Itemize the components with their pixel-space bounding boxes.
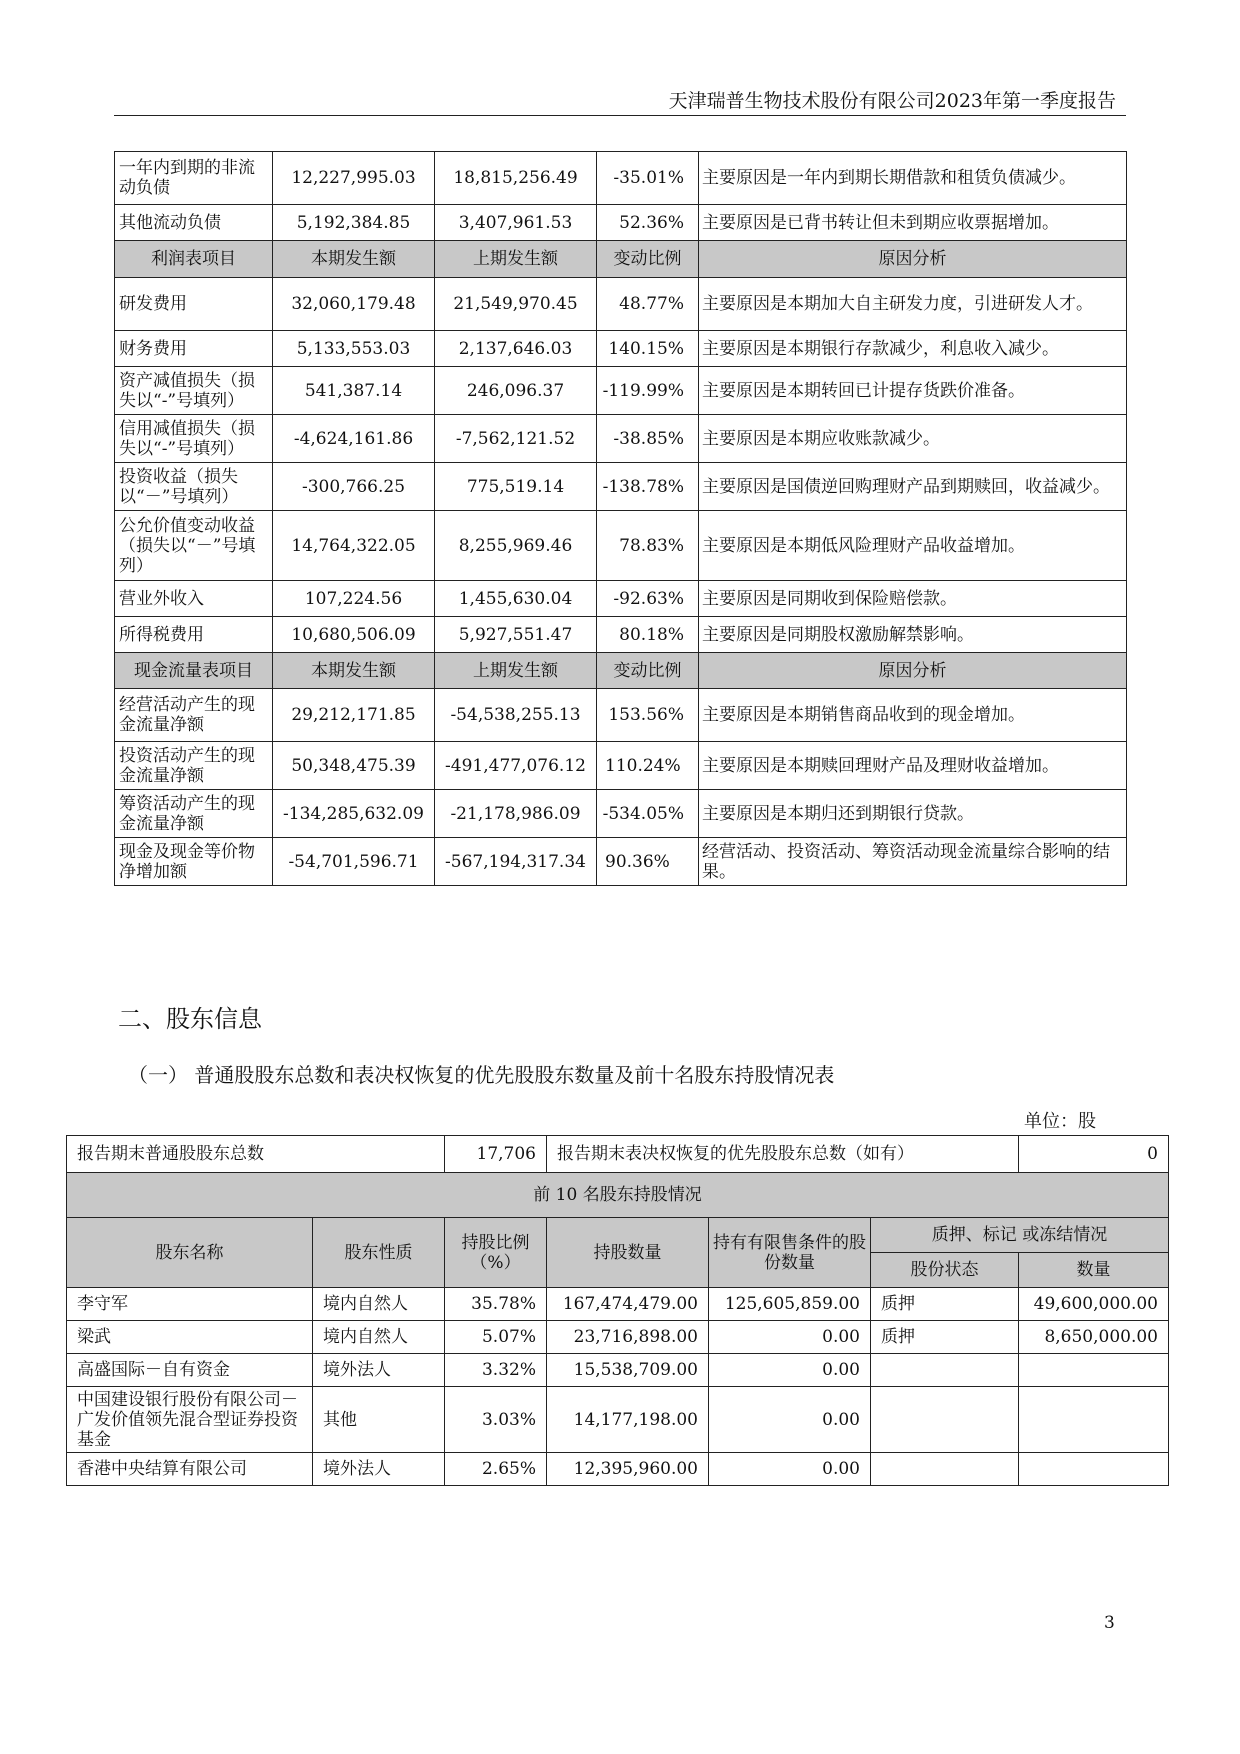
table-row bbox=[115, 617, 1127, 653]
change-ratio-cell: 48.77% bbox=[597, 278, 699, 331]
previous-period-cell: 3,407,961.53 bbox=[435, 205, 597, 241]
change-ratio-cell: 变动比例 bbox=[597, 653, 699, 689]
current-period-cell: 5,133,553.03 bbox=[273, 331, 435, 367]
shareholder-nature: 境内自然人 bbox=[313, 1288, 445, 1321]
col-header-pledge-quantity: 数量 bbox=[1019, 1253, 1169, 1288]
reason-cell: 主要原因是本期低风险理财产品收益增加。 bbox=[699, 511, 1127, 581]
previous-period-cell: -21,178,986.09 bbox=[435, 790, 597, 838]
shareholder-name: 高盛国际－自有资金 bbox=[67, 1354, 313, 1387]
pledged-quantity bbox=[1019, 1453, 1169, 1486]
pledge-status bbox=[871, 1453, 1019, 1486]
item-cell: 营业外收入 bbox=[115, 581, 273, 617]
previous-period-cell: 5,927,551.47 bbox=[435, 617, 597, 653]
shareholder-nature: 境内自然人 bbox=[313, 1321, 445, 1354]
item-cell: 一年内到期的非流动负债 bbox=[115, 152, 273, 205]
reason-cell: 主要原因是本期应收账款减少。 bbox=[699, 415, 1127, 463]
shareholding-ratio: 2.65% bbox=[445, 1453, 547, 1486]
table-row bbox=[115, 581, 1127, 617]
reason-cell: 主要原因是本期赎回理财产品及理财收益增加。 bbox=[699, 742, 1127, 790]
table-row bbox=[115, 838, 1127, 886]
change-ratio-cell: -38.85% bbox=[597, 415, 699, 463]
restricted-shares: 0.00 bbox=[709, 1453, 871, 1486]
change-ratio-cell: 90.36% bbox=[597, 838, 699, 886]
financial-changes-body bbox=[115, 152, 1127, 886]
item-cell: 投资活动产生的现金流量净额 bbox=[115, 742, 273, 790]
change-ratio-cell: -534.05% bbox=[597, 790, 699, 838]
restricted-shares: 0.00 bbox=[709, 1321, 871, 1354]
shareholder-name: 李守军 bbox=[67, 1288, 313, 1321]
change-ratio-cell: 140.15% bbox=[597, 331, 699, 367]
total-shareholders-label: 报告期末普通股股东总数 bbox=[67, 1136, 445, 1173]
col-header-restricted: 持有有限售条件的股份数量 bbox=[709, 1218, 871, 1288]
table-row bbox=[115, 278, 1127, 331]
current-period-cell: 29,212,171.85 bbox=[273, 689, 435, 742]
table-row bbox=[115, 463, 1127, 511]
preferred-shareholders-value: 0 bbox=[1019, 1136, 1169, 1173]
shareholder-table bbox=[66, 1135, 1169, 1486]
shareholding-quantity: 167,474,479.00 bbox=[547, 1288, 709, 1321]
previous-period-cell: 18,815,256.49 bbox=[435, 152, 597, 205]
reason-cell: 主要原因是同期股权激励解禁影响。 bbox=[699, 617, 1127, 653]
reason-cell: 主要原因是本期银行存款减少，利息收入减少。 bbox=[699, 331, 1127, 367]
col-header-pledge-group: 质押、标记 或冻结情况 bbox=[871, 1218, 1169, 1253]
change-ratio-cell: -119.99% bbox=[597, 367, 699, 415]
table-row bbox=[115, 152, 1127, 205]
shareholding-quantity: 15,538,709.00 bbox=[547, 1354, 709, 1387]
previous-period-cell: -491,477,076.12 bbox=[435, 742, 597, 790]
shareholder-nature: 境外法人 bbox=[313, 1453, 445, 1486]
current-period-cell: -4,624,161.86 bbox=[273, 415, 435, 463]
shareholder-row bbox=[67, 1321, 1169, 1354]
shareholder-name: 香港中央结算有限公司 bbox=[67, 1453, 313, 1486]
reason-cell: 主要原因是本期转回已计提存货跌价准备。 bbox=[699, 367, 1127, 415]
table-row bbox=[115, 511, 1127, 581]
shareholder-row bbox=[67, 1453, 1169, 1486]
table-row bbox=[115, 415, 1127, 463]
change-ratio-cell: -35.01% bbox=[597, 152, 699, 205]
col-header-nature: 股东性质 bbox=[313, 1218, 445, 1288]
reason-cell: 主要原因是一年内到期长期借款和租赁负债减少。 bbox=[699, 152, 1127, 205]
previous-period-cell: 775,519.14 bbox=[435, 463, 597, 511]
financial-changes-table bbox=[114, 151, 1127, 886]
shareholding-ratio: 3.03% bbox=[445, 1387, 547, 1453]
top10-title: 前 10 名股东持股情况 bbox=[67, 1173, 1169, 1218]
shareholding-ratio: 35.78% bbox=[445, 1288, 547, 1321]
reason-cell: 主要原因是已背书转让但未到期应收票据增加。 bbox=[699, 205, 1127, 241]
current-period-cell: 32,060,179.48 bbox=[273, 278, 435, 331]
header-divider bbox=[114, 115, 1126, 116]
shareholding-ratio: 3.32% bbox=[445, 1354, 547, 1387]
item-cell: 其他流动负债 bbox=[115, 205, 273, 241]
col-header-pledge-status: 股份状态 bbox=[871, 1253, 1019, 1288]
total-shareholders-value: 17,706 bbox=[445, 1136, 547, 1173]
pledge-status: 质押 bbox=[871, 1321, 1019, 1354]
current-period-cell: 10,680,506.09 bbox=[273, 617, 435, 653]
reason-cell: 主要原因是本期加大自主研发力度，引进研发人才。 bbox=[699, 278, 1127, 331]
current-period-cell: 12,227,995.03 bbox=[273, 152, 435, 205]
item-cell: 筹资活动产生的现金流量净额 bbox=[115, 790, 273, 838]
page-number: 3 bbox=[1104, 1613, 1115, 1633]
previous-period-cell: 246,096.37 bbox=[435, 367, 597, 415]
restricted-shares: 0.00 bbox=[709, 1354, 871, 1387]
previous-period-cell: -567,194,317.34 bbox=[435, 838, 597, 886]
reason-cell: 主要原因是本期归还到期银行贷款。 bbox=[699, 790, 1127, 838]
shareholder-name: 中国建设银行股份有限公司－广发价值领先混合型证券投资基金 bbox=[67, 1387, 313, 1453]
reason-cell: 主要原因是本期销售商品收到的现金增加。 bbox=[699, 689, 1127, 742]
change-ratio-cell: 80.18% bbox=[597, 617, 699, 653]
table-row bbox=[115, 331, 1127, 367]
preferred-shareholders-label: 报告期末表决权恢复的优先股股东总数（如有） bbox=[547, 1136, 1019, 1173]
previous-period-cell: -54,538,255.13 bbox=[435, 689, 597, 742]
current-period-cell: 50,348,475.39 bbox=[273, 742, 435, 790]
col-header-ratio: 持股比例（%） bbox=[445, 1218, 547, 1288]
reason-cell: 经营活动、投资活动、筹资活动现金流量综合影响的结果。 bbox=[699, 838, 1127, 886]
shareholder-row bbox=[67, 1288, 1169, 1321]
previous-period-cell: 上期发生额 bbox=[435, 653, 597, 689]
shareholding-quantity: 12,395,960.00 bbox=[547, 1453, 709, 1486]
item-cell: 财务费用 bbox=[115, 331, 273, 367]
pledge-status bbox=[871, 1354, 1019, 1387]
previous-period-cell: 1,455,630.04 bbox=[435, 581, 597, 617]
unit-label: 单位：股 bbox=[1024, 1111, 1096, 1132]
table-row bbox=[115, 205, 1127, 241]
pledged-quantity bbox=[1019, 1354, 1169, 1387]
pledged-quantity bbox=[1019, 1387, 1169, 1453]
current-period-cell: 107,224.56 bbox=[273, 581, 435, 617]
current-period-cell: -54,701,596.71 bbox=[273, 838, 435, 886]
change-ratio-cell: 153.56% bbox=[597, 689, 699, 742]
previous-period-cell: 2,137,646.03 bbox=[435, 331, 597, 367]
reason-cell: 原因分析 bbox=[699, 653, 1127, 689]
item-cell: 现金流量表项目 bbox=[115, 653, 273, 689]
current-period-cell: -300,766.25 bbox=[273, 463, 435, 511]
reason-cell: 主要原因是同期收到保险赔偿款。 bbox=[699, 581, 1127, 617]
current-period-cell: 5,192,384.85 bbox=[273, 205, 435, 241]
change-ratio-cell: 变动比例 bbox=[597, 241, 699, 278]
pledge-status: 质押 bbox=[871, 1288, 1019, 1321]
table-row bbox=[115, 790, 1127, 838]
shareholding-ratio: 5.07% bbox=[445, 1321, 547, 1354]
item-cell: 经营活动产生的现金流量净额 bbox=[115, 689, 273, 742]
item-cell: 信用减值损失（损失以“-”号填列） bbox=[115, 415, 273, 463]
table-row bbox=[115, 367, 1127, 415]
restricted-shares: 0.00 bbox=[709, 1387, 871, 1453]
pledged-quantity: 49,600,000.00 bbox=[1019, 1288, 1169, 1321]
item-cell: 投资收益（损失以“－”号填列） bbox=[115, 463, 273, 511]
change-ratio-cell: -138.78% bbox=[597, 463, 699, 511]
change-ratio-cell: 110.24% bbox=[597, 742, 699, 790]
item-cell: 所得税费用 bbox=[115, 617, 273, 653]
change-ratio-cell: 78.83% bbox=[597, 511, 699, 581]
table-row bbox=[115, 742, 1127, 790]
current-period-cell: 本期发生额 bbox=[273, 241, 435, 278]
section-title: 二、股东信息 bbox=[118, 1005, 262, 1033]
subsection-title: （一） 普通股股东总数和表决权恢复的优先股股东数量及前十名股东持股情况表 bbox=[128, 1063, 835, 1087]
shareholding-quantity: 14,177,198.00 bbox=[547, 1387, 709, 1453]
previous-period-cell: 8,255,969.46 bbox=[435, 511, 597, 581]
current-period-cell: 14,764,322.05 bbox=[273, 511, 435, 581]
item-cell: 公允价值变动收益（损失以“－”号填列） bbox=[115, 511, 273, 581]
shareholder-rows bbox=[67, 1288, 1169, 1486]
shareholder-nature: 境外法人 bbox=[313, 1354, 445, 1387]
shareholding-quantity: 23,716,898.00 bbox=[547, 1321, 709, 1354]
current-period-cell: -134,285,632.09 bbox=[273, 790, 435, 838]
shareholder-row bbox=[67, 1387, 1169, 1453]
previous-period-cell: -7,562,121.52 bbox=[435, 415, 597, 463]
current-period-cell: 541,387.14 bbox=[273, 367, 435, 415]
reason-cell: 原因分析 bbox=[699, 241, 1127, 278]
previous-period-cell: 21,549,970.45 bbox=[435, 278, 597, 331]
change-ratio-cell: 52.36% bbox=[597, 205, 699, 241]
item-cell: 研发费用 bbox=[115, 278, 273, 331]
restricted-shares: 125,605,859.00 bbox=[709, 1288, 871, 1321]
table-section-header bbox=[115, 241, 1127, 278]
item-cell: 资产减值损失（损失以“-”号填列） bbox=[115, 367, 273, 415]
table-row bbox=[115, 689, 1127, 742]
current-period-cell: 本期发生额 bbox=[273, 653, 435, 689]
shareholder-row bbox=[67, 1354, 1169, 1387]
change-ratio-cell: -92.63% bbox=[597, 581, 699, 617]
item-cell: 现金及现金等价物净增加额 bbox=[115, 838, 273, 886]
report-header-title: 天津瑞普生物技术股份有限公司2023年第一季度报告 bbox=[668, 90, 1116, 112]
previous-period-cell: 上期发生额 bbox=[435, 241, 597, 278]
pledge-status bbox=[871, 1387, 1019, 1453]
shareholder-name: 梁武 bbox=[67, 1321, 313, 1354]
col-header-quantity: 持股数量 bbox=[547, 1218, 709, 1288]
shareholder-nature: 其他 bbox=[313, 1387, 445, 1453]
pledged-quantity: 8,650,000.00 bbox=[1019, 1321, 1169, 1354]
col-header-name: 股东名称 bbox=[67, 1218, 313, 1288]
table-section-header bbox=[115, 653, 1127, 689]
reason-cell: 主要原因是国债逆回购理财产品到期赎回，收益减少。 bbox=[699, 463, 1127, 511]
item-cell: 利润表项目 bbox=[115, 241, 273, 278]
